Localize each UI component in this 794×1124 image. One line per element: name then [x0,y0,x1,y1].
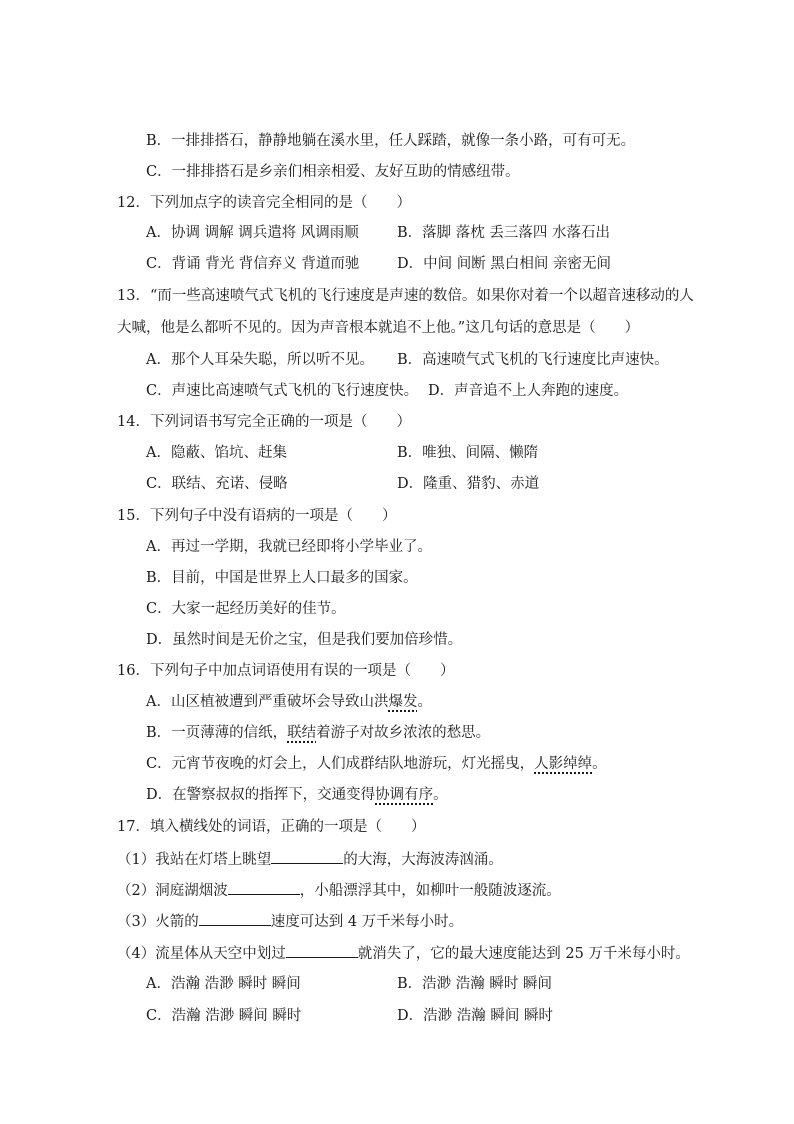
q16-option-c-end: 。 [592,756,607,772]
q13-option-b: B．高速喷气式飞机的飞行速度比声速快。 [397,352,669,368]
q13-stem-line2: 大喊，他是么都听不见的。因为声音根本就追不上他。”这几句话的意思是（ ） [117,320,640,336]
q14-option-d: D．隆重、猎豹、赤道 [397,476,540,492]
q12-stem: 12．下列加点字的读音完全相同的是（ ） [117,195,411,211]
q17-s1-end: 的大海，大海波涛汹涌。 [343,852,503,868]
q16-option-d-text: D．在警察叔叔的指挥下，交通变得 [146,787,376,803]
q15-stem: 15．下列句子中没有语病的一项是（ ） [117,508,397,524]
q13-option-a: A．那个人耳朵失聪，所以听不见。 [146,352,374,368]
q17-s4-end: 就消失了，它的最大速度能达到 25 万千米每小时。 [357,946,690,962]
fill-blank-line[interactable] [286,943,358,958]
q16-option-d [146,785,448,805]
q13-stem-line1: 13．“而一些高速喷气式飞机的飞行速度是声速的数倍。如果你对着一个以超音速移动的人 [117,288,694,304]
q17-sentence-3 [117,911,463,932]
q17-option-d: D．浩渺 浩瀚 瞬间 瞬时 [397,1008,553,1024]
q16-option-b-dotted-word: 联结 [287,725,317,741]
q16-stem: 16．下列句子中加点词语使用有误的一项是（ ） [117,663,455,679]
q17-s4-text: （4）流星体从天空中划过 [117,946,286,962]
q17-s2-end: ，小船漂浮其中，如柳叶一般随波逐流。 [299,883,561,899]
q14-stem: 14．下列词语书写完全正确的一项是（ ） [117,414,411,430]
q17-s2-text: （2）洞庭湖烟波 [117,883,228,899]
q17-s3-text: （3）火箭的 [117,914,199,930]
q12-option-b: B．落脚 落枕 丢三落四 水落石出 [397,225,610,241]
q17-option-b: B．浩渺 浩瀚 瞬时 瞬间 [397,976,552,992]
q16-option-a [146,692,432,712]
q12-option-a: A．协调 调解 调兵遣将 风调雨顺 [146,225,359,241]
fill-blank-line[interactable] [271,849,343,864]
q11-option-c: C．一排排搭石是乡亲们相亲相爱、友好互助的情感纽带。 [146,164,520,180]
q17-s1-text: （1）我站在灯塔上眺望 [117,852,272,868]
q14-option-b: B．唯独、间隔、懒隋 [397,445,539,461]
q16-option-c-text: C．元宵节夜晚的灯会上，人们成群结队地游玩，灯光摇曳， [146,756,535,772]
fill-blank-line[interactable] [228,880,300,895]
q17-s3-end: 速度可达到 4 万千米每小时。 [270,914,464,930]
q13-option-c: C．声速比高速喷气式飞机的飞行速度快。 [146,383,419,399]
q16-option-b-end: 着游子对故乡浓浓的愁思。 [316,725,491,741]
q16-option-b-text: B．一页薄薄的信纸， [146,725,288,741]
q16-option-a-end: 。 [417,694,432,710]
q17-sentence-1 [117,849,503,870]
q17-sentence-4 [117,943,690,964]
q11-option-b: B．一排排搭石，静静地躺在溪水里，任人踩踏，就像一条小路，可有可无。 [146,133,636,149]
q12-option-c: C．背诵 背光 背信弃义 背道而驰 [146,256,360,272]
q15-option-d: D．虽然时间是无价之宝，但是我们要加倍珍惜。 [146,632,463,648]
q16-option-c [146,754,607,774]
q16-option-c-dotted-word: 人影绰绰 [534,756,593,772]
q16-option-a-text: A．山区植被遭到严重破坏会导致山洪 [146,694,389,710]
q16-option-d-end: 。 [433,787,448,803]
q16-option-d-dotted-word: 协调有序 [375,787,434,803]
q16-option-a-dotted-word: 爆发 [388,694,418,710]
q17-option-c: C．浩瀚 浩渺 瞬间 瞬时 [146,1008,302,1024]
q14-option-c: C．联结、充诺、侵略 [146,476,288,492]
q15-option-b: B．目前，中国是世界上人口最多的国家。 [146,570,418,586]
q15-option-c: C．大家一起经历美好的佳节。 [146,601,346,617]
q12-option-d: D．中间 间断 黑白相间 亲密无间 [397,256,611,272]
q16-option-b [146,723,490,743]
q17-stem: 17．填入横线处的词语，正确的一项是（ ） [117,819,426,835]
q14-option-a: A．隐蔽、馅坑、赶集 [146,445,287,461]
q13-option-d: D．声音追不上人奔跑的速度。 [428,383,629,399]
q17-sentence-2 [117,880,561,901]
q15-option-a: A．再过一学期，我就已经即将小学毕业了。 [146,539,432,555]
fill-blank-line[interactable] [199,911,271,926]
q17-option-a: A．浩瀚 浩渺 瞬时 瞬间 [146,976,301,992]
